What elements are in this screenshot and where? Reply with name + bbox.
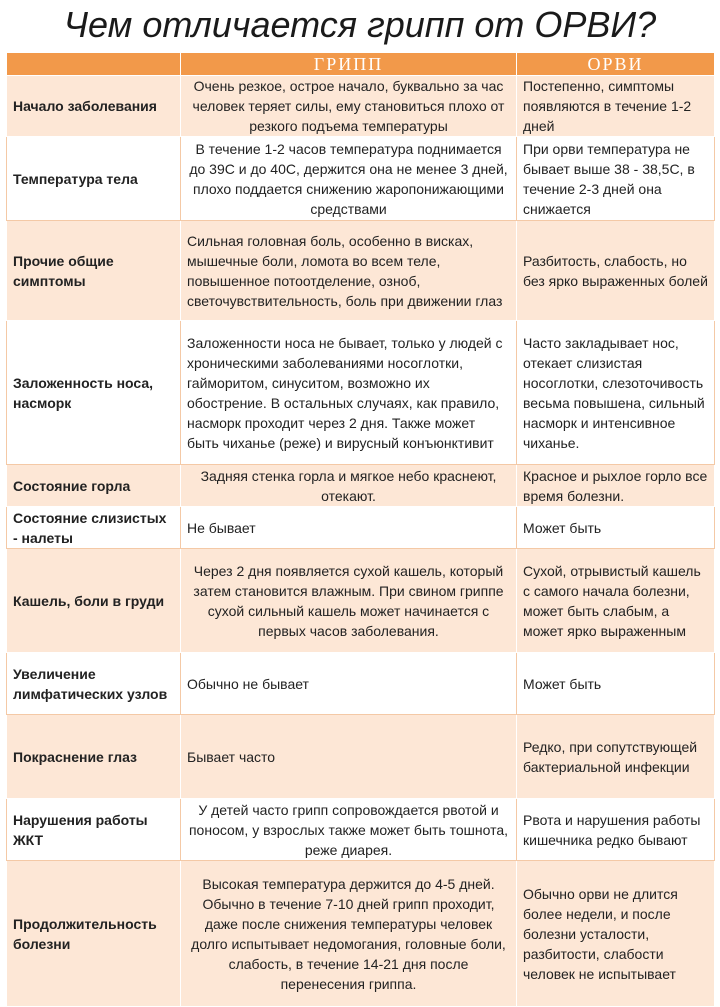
- row-arvi: Может быть: [517, 653, 715, 715]
- table-row: [7, 137, 715, 221]
- row-feature: Кашель, боли в груди: [7, 549, 181, 653]
- table-row: [7, 76, 715, 137]
- row-feature: Состояние горла: [7, 465, 181, 507]
- row-flu: Бывает часто: [181, 715, 517, 799]
- row-feature: Прочие общие симптомы: [7, 221, 181, 321]
- row-arvi: Рвота и нарушения работы кишечника редко бывают: [517, 799, 715, 861]
- header-row: [7, 53, 715, 76]
- row-flu: Обычно не бывает: [181, 653, 517, 715]
- row-flu: В течение 1-2 часов температура поднимается до 39С и до 40С, держится она не менее 3 дней, плохо поддается снижению жаропонижающими средствами: [181, 137, 517, 221]
- table-row: [7, 465, 715, 507]
- row-flu: Не бывает: [181, 507, 517, 549]
- header-flu: ГРИПП: [181, 53, 517, 76]
- row-feature: Нарушения работы ЖКТ: [7, 799, 181, 861]
- row-arvi: Может быть: [517, 507, 715, 549]
- row-flu: Заложенности носа не бывает, только у людей с хроническими заболеваниями носоглотки, гайморитом, синуситом, возможно их обострение. В остальных случаях, как правило, насморк проходит через 2 дня. Также может быть чиханье (реже) и вирусный конъюнктивит: [181, 321, 517, 465]
- table-row: [7, 507, 715, 549]
- header-corner: [7, 53, 181, 76]
- row-arvi: Красное и рыхлое горло все время болезни.: [517, 465, 715, 507]
- page-title: Чем отличается грипп от ОРВИ?: [63, 4, 657, 45]
- row-arvi: Обычно орви не длится более недели, и после болезни усталости, разбитости, слабости человек не испытывает: [517, 861, 715, 1007]
- header-arvi: ОРВИ: [517, 53, 715, 76]
- table-row: [7, 549, 715, 653]
- table-row: [7, 799, 715, 861]
- row-feature: Продолжительность болезни: [7, 861, 181, 1007]
- table-row: [7, 321, 715, 465]
- row-flu: Высокая температура держится до 4-5 дней. Обычно в течение 7-10 дней грипп проходит, даже после снижения температуры человек долго испытывает недомогания, головные боли, слабость, в течение 14-21 дня после перенесения гриппа.: [181, 861, 517, 1007]
- row-flu: Сильная головная боль, особенно в висках, мышечные боли, ломота во всем теле, повышенное потоотделение, озноб, светочувствительность, боль при движении глаз: [181, 221, 517, 321]
- row-arvi: При орви температура не бывает выше 38 - 38,5С, в течение 2-3 дней она снижается: [517, 137, 715, 221]
- row-feature: Заложенность носа, насморк: [7, 321, 181, 465]
- row-feature: Увеличение лимфатических узлов: [7, 653, 181, 715]
- row-arvi: Часто закладывает нос, отекает слизистая носоглотки, слезоточивость весьма повышена, сильный насморк и интенсивное чиханье.: [517, 321, 715, 465]
- row-arvi: Редко, при сопутствующей бактериальной инфекции: [517, 715, 715, 799]
- row-flu: Через 2 дня появляется сухой кашель, который затем становится влажным. При свином гриппе сухой сильный кашель может начинается с первых часов заболевания.: [181, 549, 517, 653]
- comparison-table: [6, 52, 715, 1007]
- row-feature: Температура тела: [7, 137, 181, 221]
- row-flu: Очень резкое, острое начало, буквально за час человек теряет силы, ему становиться плохо от резкого подъема температуры: [181, 76, 517, 137]
- row-flu: Задняя стенка горла и мягкое небо краснеют, отекают.: [181, 465, 517, 507]
- row-feature: Состояние слизистых - налеты: [7, 507, 181, 549]
- table-row: [7, 653, 715, 715]
- row-feature: Покраснение глаз: [7, 715, 181, 799]
- row-flu: У детей часто грипп сопровождается рвотой и поносом, у взрослых также может быть тошнота, реже диарея.: [181, 799, 517, 861]
- row-arvi: Постепенно, симптомы появляются в течение 1-2 дней: [517, 76, 715, 137]
- table-row: [7, 861, 715, 1007]
- row-arvi: Сухой, отрывистый кашель с самого начала болезни, может быть слабым, а может ярко выраженным: [517, 549, 715, 653]
- table-row: [7, 221, 715, 321]
- table-row: [7, 715, 715, 799]
- row-feature: Начало заболевания: [7, 76, 181, 137]
- row-arvi: Разбитость, слабость, но без ярко выраженных болей: [517, 221, 715, 321]
